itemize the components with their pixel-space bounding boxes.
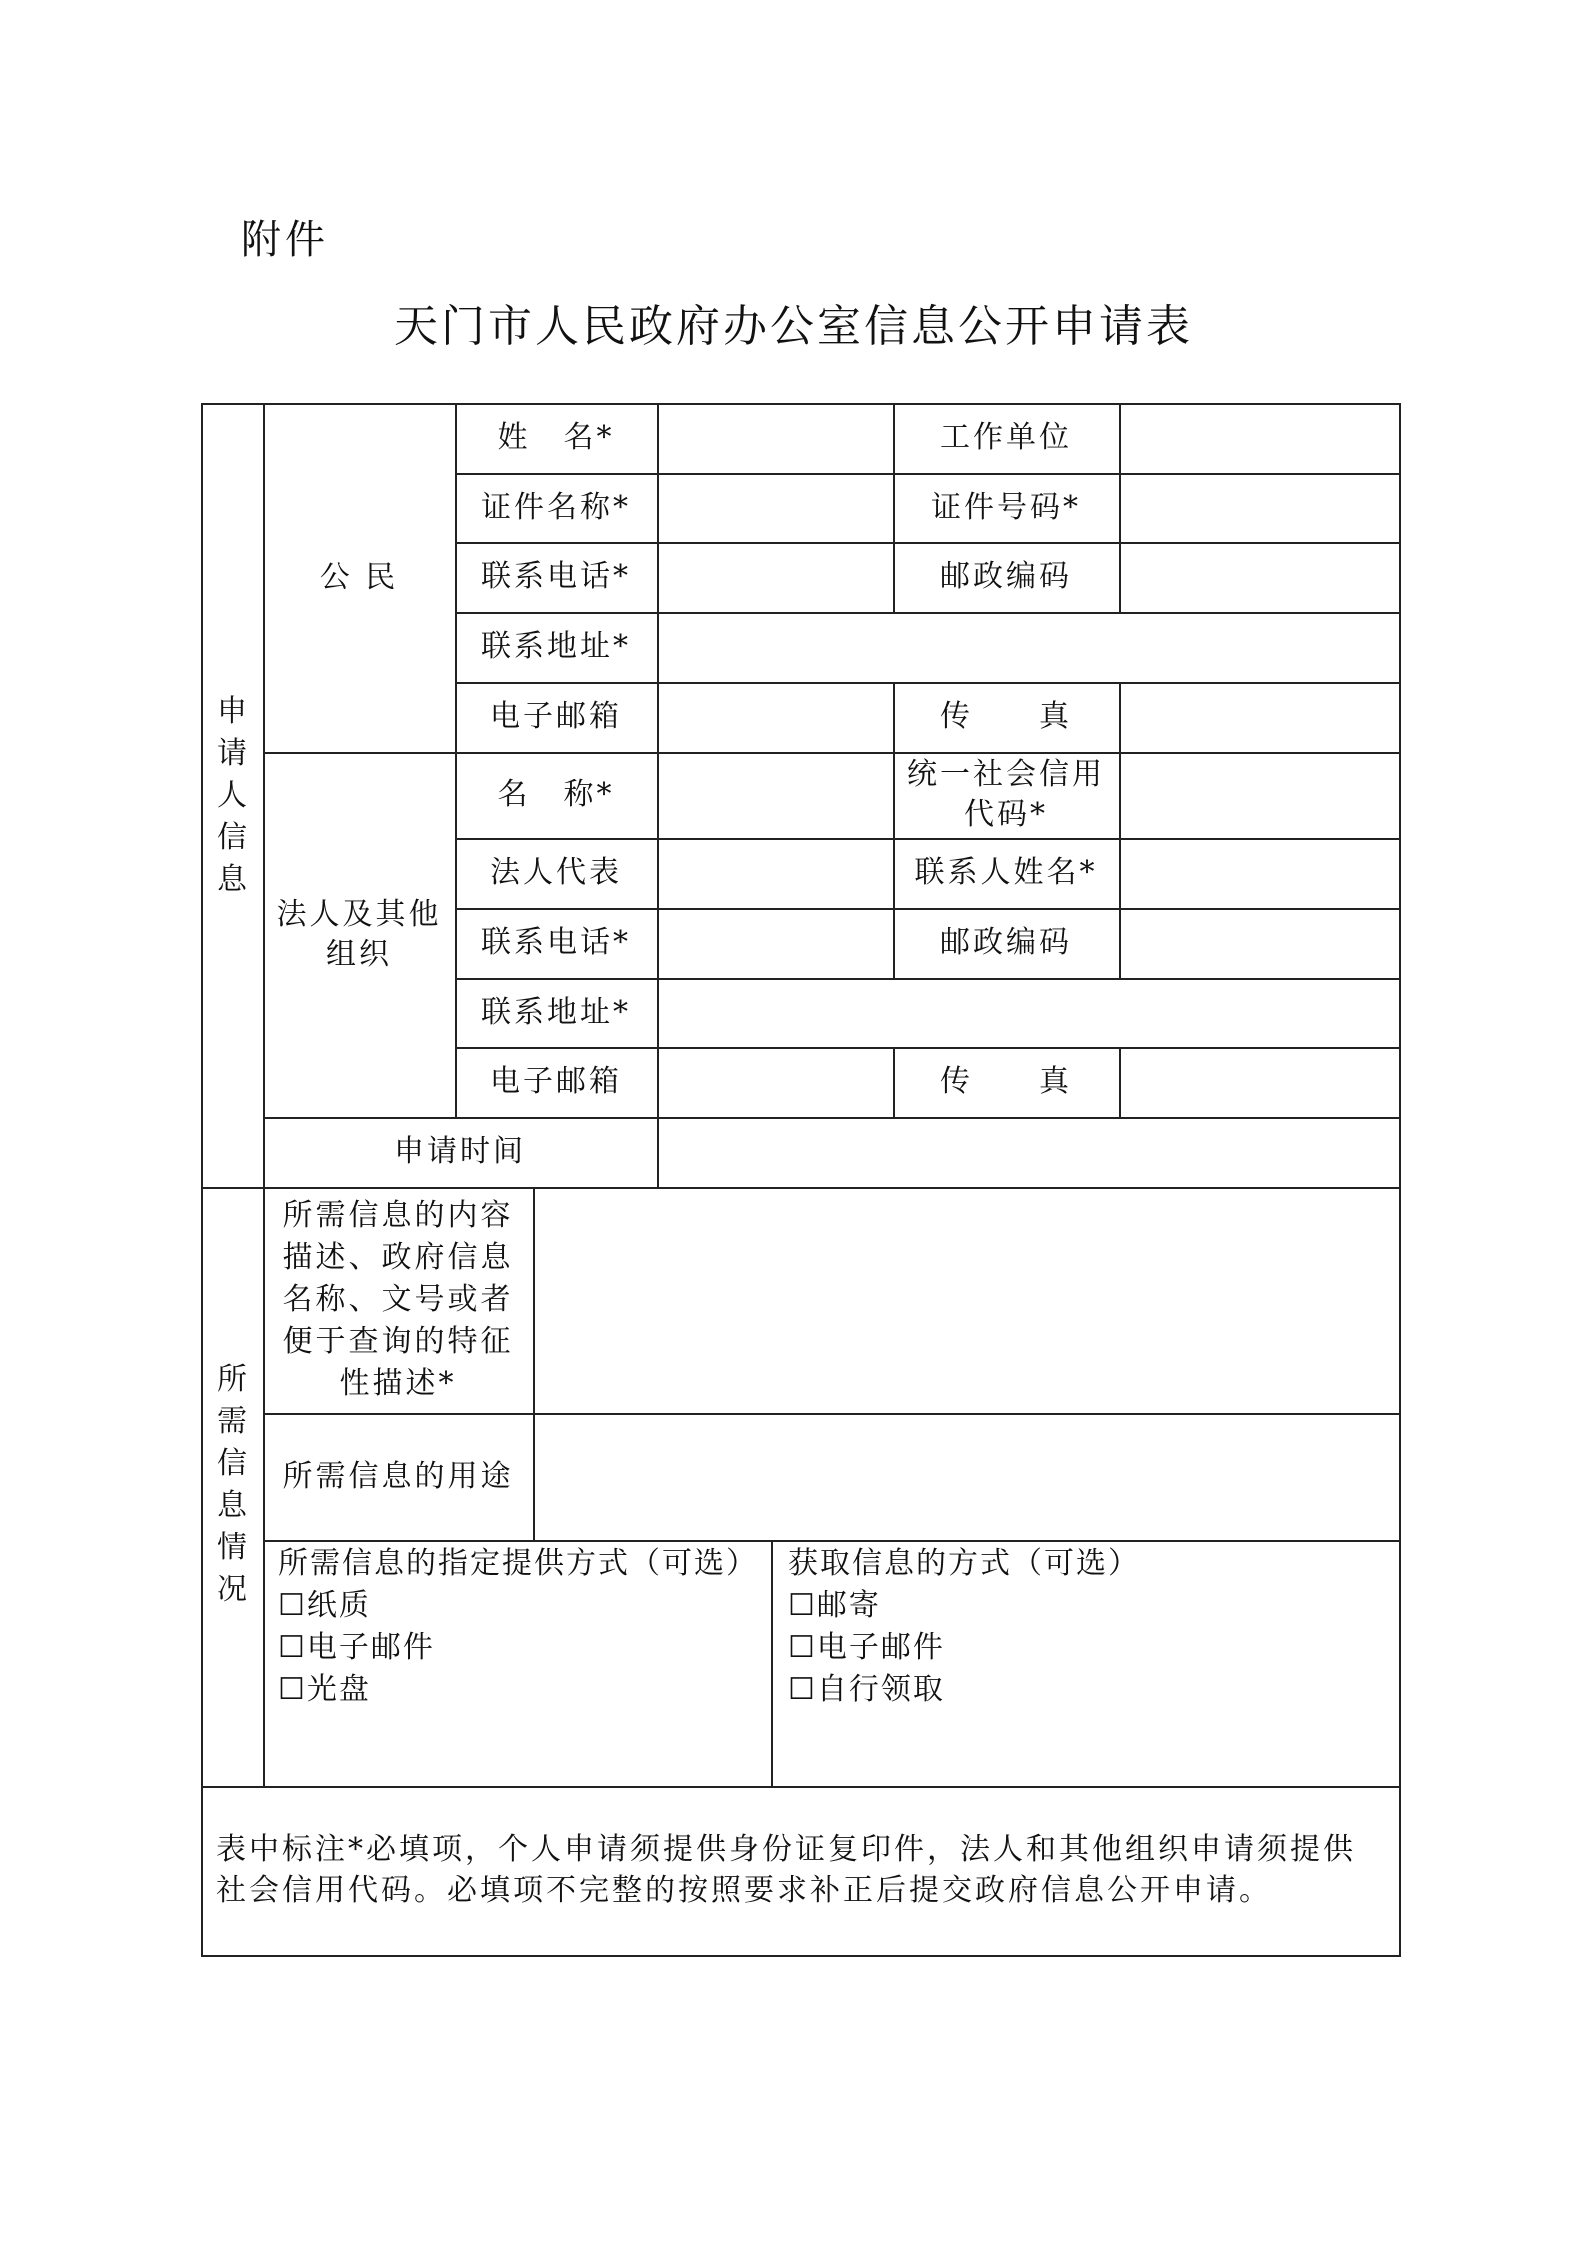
org-fax-label: 传 真 <box>940 1064 1072 1099</box>
citizen-email-label: 电子邮箱 <box>490 699 622 734</box>
citizen-phone-label: 联系电话* <box>481 559 631 594</box>
citizen-label: 公 民 <box>319 559 399 595</box>
organization-label: 法人及其他组织 <box>276 896 442 972</box>
org-legal-rep-field[interactable] <box>657 838 893 908</box>
content-description-field[interactable] <box>533 1187 1401 1413</box>
option-email[interactable]: ☐电子邮件 <box>278 1630 435 1665</box>
org-contact-name-label: 联系人姓名* <box>914 855 1098 890</box>
citizen-id-type-label: 证件名称* <box>481 489 631 525</box>
citizen-address-field[interactable] <box>657 612 1401 682</box>
citizen-name-field[interactable] <box>657 403 893 473</box>
obtain-method-block <box>788 1543 1388 1711</box>
org-phone-label: 联系电话* <box>481 925 631 960</box>
org-address-field[interactable] <box>657 978 1401 1047</box>
citizen-phone-field[interactable] <box>657 542 893 612</box>
citizen-fax-label: 传 真 <box>940 699 1072 734</box>
org-name-field[interactable] <box>657 752 893 838</box>
option-paper[interactable]: ☐纸质 <box>278 1588 371 1623</box>
apply-time-label: 申请时间 <box>394 1134 526 1169</box>
section-applicant-info: 申请人信息 <box>217 694 247 897</box>
citizen-name-label: 姓 名* <box>497 420 615 455</box>
org-postcode-field[interactable] <box>1119 908 1401 978</box>
citizen-work-unit-field[interactable] <box>1119 403 1401 473</box>
citizen-email-field[interactable] <box>657 682 893 752</box>
citizen-id-type-field[interactable] <box>657 473 893 542</box>
org-postcode-label: 邮政编码 <box>940 925 1072 960</box>
provide-method-title: 所需信息的指定提供方式（可选） <box>278 1546 758 1581</box>
citizen-work-unit-label: 工作单位 <box>940 420 1072 455</box>
option-email-obtain[interactable]: ☐电子邮件 <box>788 1630 945 1665</box>
attachment-label: 附件 <box>241 217 329 263</box>
apply-time-field[interactable] <box>657 1117 1401 1187</box>
option-self-pickup[interactable]: ☐自行领取 <box>788 1672 945 1707</box>
purpose-field[interactable] <box>533 1413 1401 1540</box>
obtain-method-title: 获取信息的方式（可选） <box>788 1546 1140 1581</box>
org-credit-code-label: 统一社会信用代码* <box>907 757 1105 832</box>
col-divider <box>771 1540 773 1786</box>
form-title: 天门市人民政府办公室信息公开申请表 <box>394 301 1193 352</box>
row-divider <box>201 1786 1401 1788</box>
option-cd[interactable]: ☐光盘 <box>278 1672 371 1707</box>
citizen-address-label: 联系地址* <box>481 629 631 664</box>
row-divider <box>263 1540 1401 1542</box>
section-required-info: 所需信息情况 <box>217 1362 247 1607</box>
org-fax-field[interactable] <box>1119 1047 1401 1117</box>
org-email-label: 电子邮箱 <box>490 1064 622 1099</box>
org-legal-rep-label: 法人代表 <box>490 855 622 890</box>
citizen-id-number-label: 证件号码* <box>931 489 1081 525</box>
citizen-id-number-field[interactable] <box>1119 473 1401 542</box>
org-phone-field[interactable] <box>657 908 893 978</box>
org-name-label: 名 称* <box>497 777 615 812</box>
org-contact-name-field[interactable] <box>1119 838 1401 908</box>
provide-method-block <box>278 1543 768 1711</box>
option-mail[interactable]: ☐邮寄 <box>788 1588 881 1623</box>
citizen-fax-field[interactable] <box>1119 682 1401 752</box>
form-note: 表中标注*必填项，个人申请须提供身份证复印件，法人和其他组织申请须提供社会信用代码。必填项不完整的按照要求补正后提交政府信息公开申请。 <box>216 1832 1356 1908</box>
org-address-label: 联系地址* <box>481 994 631 1030</box>
purpose-label: 所需信息的用途 <box>282 1458 514 1494</box>
citizen-postcode-label: 邮政编码 <box>940 559 1072 594</box>
org-credit-code-field[interactable] <box>1119 752 1401 838</box>
org-email-field[interactable] <box>657 1047 893 1117</box>
content-description-label: 所需信息的内容描述、政府信息名称、文号或者便于查询的特征性描述* <box>282 1198 514 1401</box>
citizen-postcode-field[interactable] <box>1119 542 1401 612</box>
